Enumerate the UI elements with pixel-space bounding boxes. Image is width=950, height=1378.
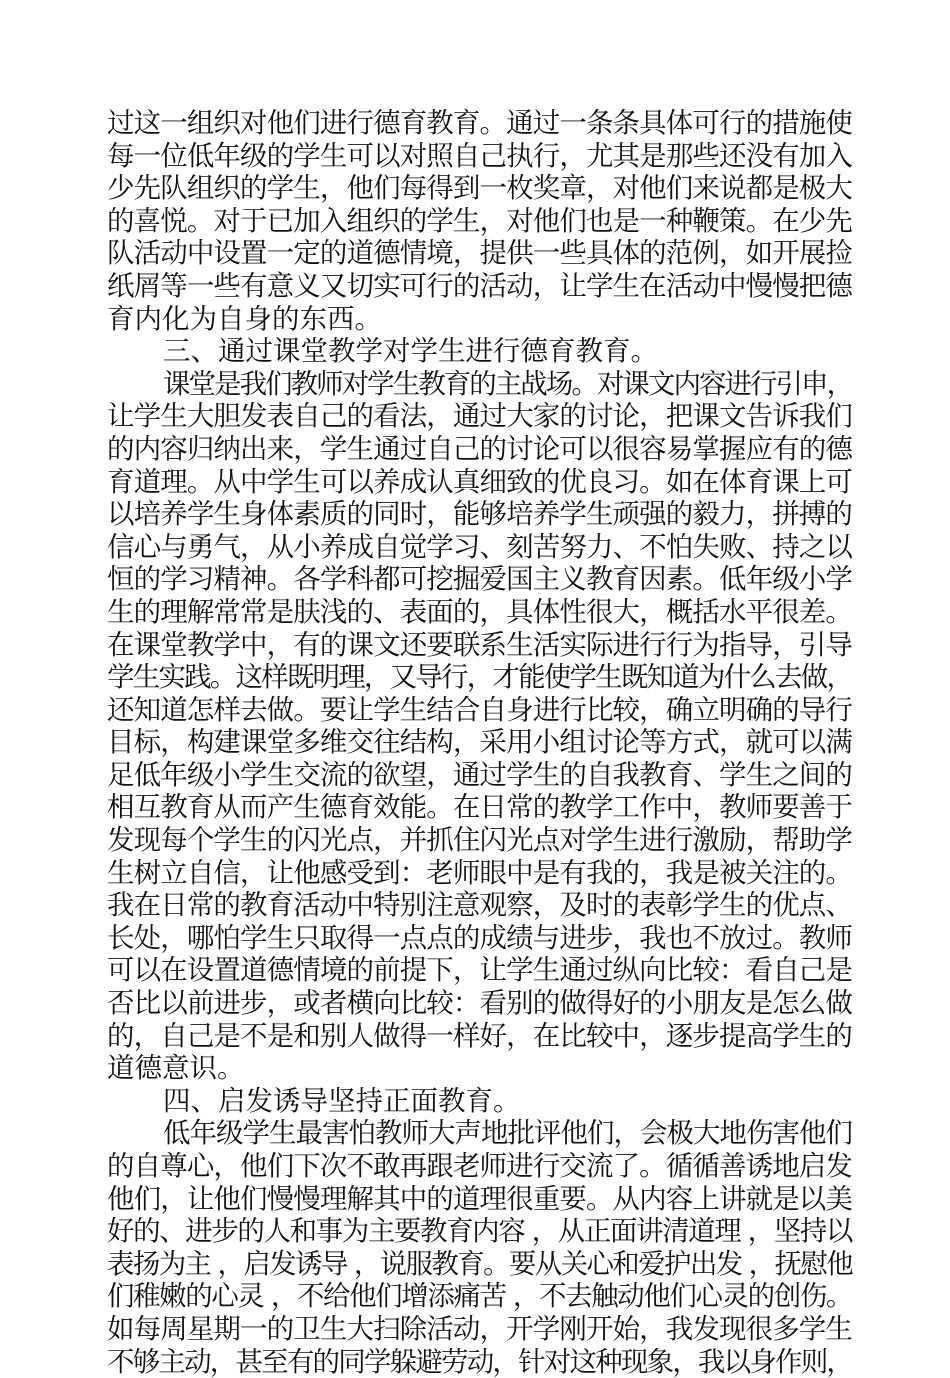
text-line: 恒的学习精神。各学科都可挖掘爱国主义教育因素。低年级小学 [107, 563, 852, 596]
text-line: 相互教育从而产生德育效能。在日常的教学工作中，教师要善于 [107, 791, 852, 824]
text-line: 目标，构建课堂多维交往结构，采用小组讨论等方式，就可以满 [107, 726, 852, 759]
text-line: 生的理解常常是肤浅的、表面的，具体性很大，概括水平很差。 [107, 595, 852, 628]
text-line: 可以在设置道德情境的前提下，让学生通过纵向比较：看自己是 [107, 954, 852, 987]
text-line: 让学生大胆发表自己的看法，通过大家的讨论，把课文告诉我们 [107, 400, 852, 433]
text-line: 足低年级小学生交流的欲望，通过学生的自我教育、学生之间的 [107, 758, 852, 791]
text-line: 生树立自信，让他感受到：老师眼中是有我的，我是被关注的。 [107, 856, 852, 889]
text-line: 他们，让他们慢慢理解其中的道理很重要。从内容上讲就是以美 [107, 1182, 852, 1215]
text-line: 低年级学生最害怕教师大声地批评他们，会极大地伤害他们 [163, 1117, 852, 1150]
text-line: 少先队组织的学生，他们每得到一枚奖章，对他们来说都是极大 [107, 172, 852, 205]
text-line: 纸屑等一些有意义又切实可行的活动，让学生在活动中慢慢把德 [107, 269, 852, 302]
text-line: 信心与勇气，从小养成自觉学习、刻苦努力、不怕失败、持之以 [107, 530, 852, 563]
text-line: 道德意识。 [107, 1052, 245, 1085]
text-line: 育内化为自身的东西。 [107, 302, 382, 335]
text-line: 三、通过课堂教学对学生进行德育教育。 [163, 335, 658, 368]
text-line: 的喜悦。对于已加入组织的学生，对他们也是一种鞭策。在少先 [107, 204, 852, 237]
text-line: 还知道怎样去做。要让学生结合自身进行比较，确立明确的导行 [107, 693, 852, 726]
text-line: 表扬为主 ，启发诱导 ，说服教育。要从关心和爱护出发 ，抚慰他 [107, 1247, 852, 1280]
text-line: 过这一组织对他们进行德育教育。通过一条条具体可行的措施使 [107, 107, 852, 139]
text-line: 发现每个学生的闪光点，并抓住闪光点对学生进行激励，帮助学 [107, 824, 852, 857]
text-line: 队活动中设置一定的道德情境，提供一些具体的范例，如开展捡 [107, 237, 852, 270]
text-line: 否比以前进步，或者横向比较：看别的做得好的小朋友是怎么做 [107, 987, 852, 1020]
text-line: 学生实践。这样既明理，又导行，才能使学生既知道为什么去做， [107, 661, 852, 694]
text-line: 以培养学生身体素质的同时，能够培养学生顽强的毅力，拼搏的 [107, 498, 852, 531]
text-line: 们稚嫩的心灵 ，不给他们增添痛苦 ，不去触动他们心灵的创伤。 [107, 1280, 852, 1313]
text-line: 如每周星期一的卫生大扫除活动，开学刚开始，我发现很多学生 [107, 1312, 852, 1345]
text-line: 育道理。从中学生可以养成认真细致的优良习。如在体育课上可 [107, 465, 852, 498]
body-text [107, 107, 852, 1378]
text-line: 长处，哪怕学生只取得一点点的成绩与进步，我也不放过。教师 [107, 921, 852, 954]
text-line: 课堂是我们教师对学生教育的主战场。对课文内容进行引申， [163, 367, 852, 400]
text-line: 的自尊心，他们下次不敢再跟老师进行交流了。循循善诱地启发 [107, 1150, 852, 1182]
text-line: 不够主动，甚至有的同学躲避劳动，针对这种现象，我以身作则， [107, 1345, 852, 1378]
text-line: 四、启发诱导坚持正面教育。 [163, 1084, 521, 1117]
text-line: 好的、进步的人和事为主要教育内容 ，从正面讲清道理 ，坚持以 [107, 1215, 852, 1248]
text-line: 在课堂教学中，有的课文还要联系生活实际进行行为指导，引导 [107, 628, 852, 661]
text-line: 我在日常的教育活动中特别注意观察，及时的表彰学生的优点、 [107, 889, 852, 922]
text-line: 的内容归纳出来，学生通过自己的讨论可以很容易掌握应有的德 [107, 432, 852, 465]
text-line: 每一位低年级的学生可以对照自己执行，尤其是那些还没有加入 [107, 139, 852, 172]
text-line: 的，自己是不是和别人做得一样好，在比较中，逐步提高学生的 [107, 1019, 852, 1052]
